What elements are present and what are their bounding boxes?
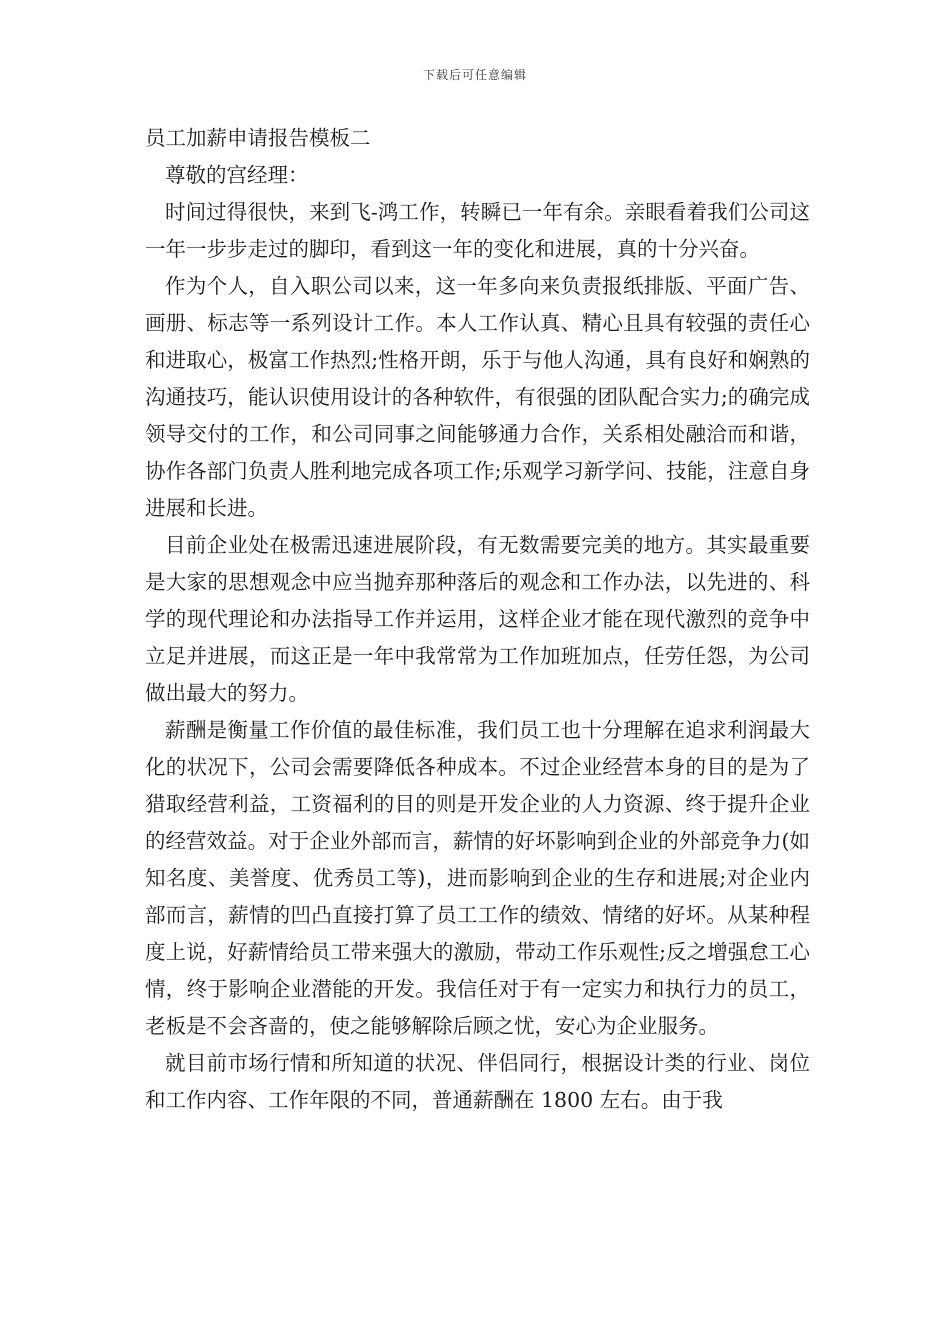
paragraph-3: 目前企业处在极需迅速进展阶段，有无数需要完美的地方。其实最重要是大家的思想观念中应当抛弃那种落后的观念和工作办法，以先进的、科学的现代理论和办法指导工作并运用，这样企业才能在现代激烈的竞争中立足并进展，而这正是一年中我常常为工作加班加点，任劳任怨，为公司做出最大的努力。: [145, 533, 810, 705]
document-body: [145, 120, 810, 1119]
paragraph-5: 就目前市场行情和所知道的状况、伴侣同行，根据设计类的行业、岗位和工作内容、工作年限的不同，普通薪酬在 1800 左右。由于我: [145, 1051, 810, 1112]
page-header: 下载后可任意编辑: [422, 68, 527, 82]
paragraph-2: 作为个人，自入职公司以来，这一年多向来负责报纸排版、平面广告、画册、标志等一系列设计工作。本人工作认真、精心且具有较强的责任心和进取心，极富工作热烈;性格开朗，乐于与他人沟通，具有良好和娴熟的沟通技巧，能认识使用设计的各种软件，有很强的团队配合实力;的确完成领导交付的工作，和公司同事之间能够通力合作，关系相处融洽而和谐，协作各部门负责人胜利地完成各项工作;乐观学习新学问、技能，注意自身进展和长进。: [145, 274, 810, 520]
document-title: 员工加薪申请报告模板二: [145, 126, 371, 150]
paragraph-1: 时间过得很快，来到飞-鸿工作，转瞬已一年有余。亲眼看着我们公司这一年一步步走过的脚印，看到这一年的变化和进展，真的十分兴奋。: [145, 200, 810, 261]
salutation: 尊敬的宫经理：: [165, 163, 309, 187]
paragraph-4: 薪酬是衡量工作价值的最佳标准，我们员工也十分理解在追求利润最大化的状况下，公司会需要降低各种成本。不过企业经营本身的目的是为了猎取经营利益，工资福利的目的则是开发企业的人力资源、终于提升企业的经营效益。对于企业外部而言，薪情的好坏影响到企业的外部竞争力(如知名度、美誉度、优秀员工等)，进而影响到企业的生存和进展;对企业内部而言，薪情的凹凸直接打算了员工工作的绩效、情绪的好坏。从某种程度上说，好薪情给员工带来强大的激励，带动工作乐观性;反之增强怠工心情，终于影响企业潜能的开发。我信任对于有一定实力和执行力的员工，老板是不会吝啬的，使之能够解除后顾之忧，安心为企业服务。: [145, 718, 810, 1038]
